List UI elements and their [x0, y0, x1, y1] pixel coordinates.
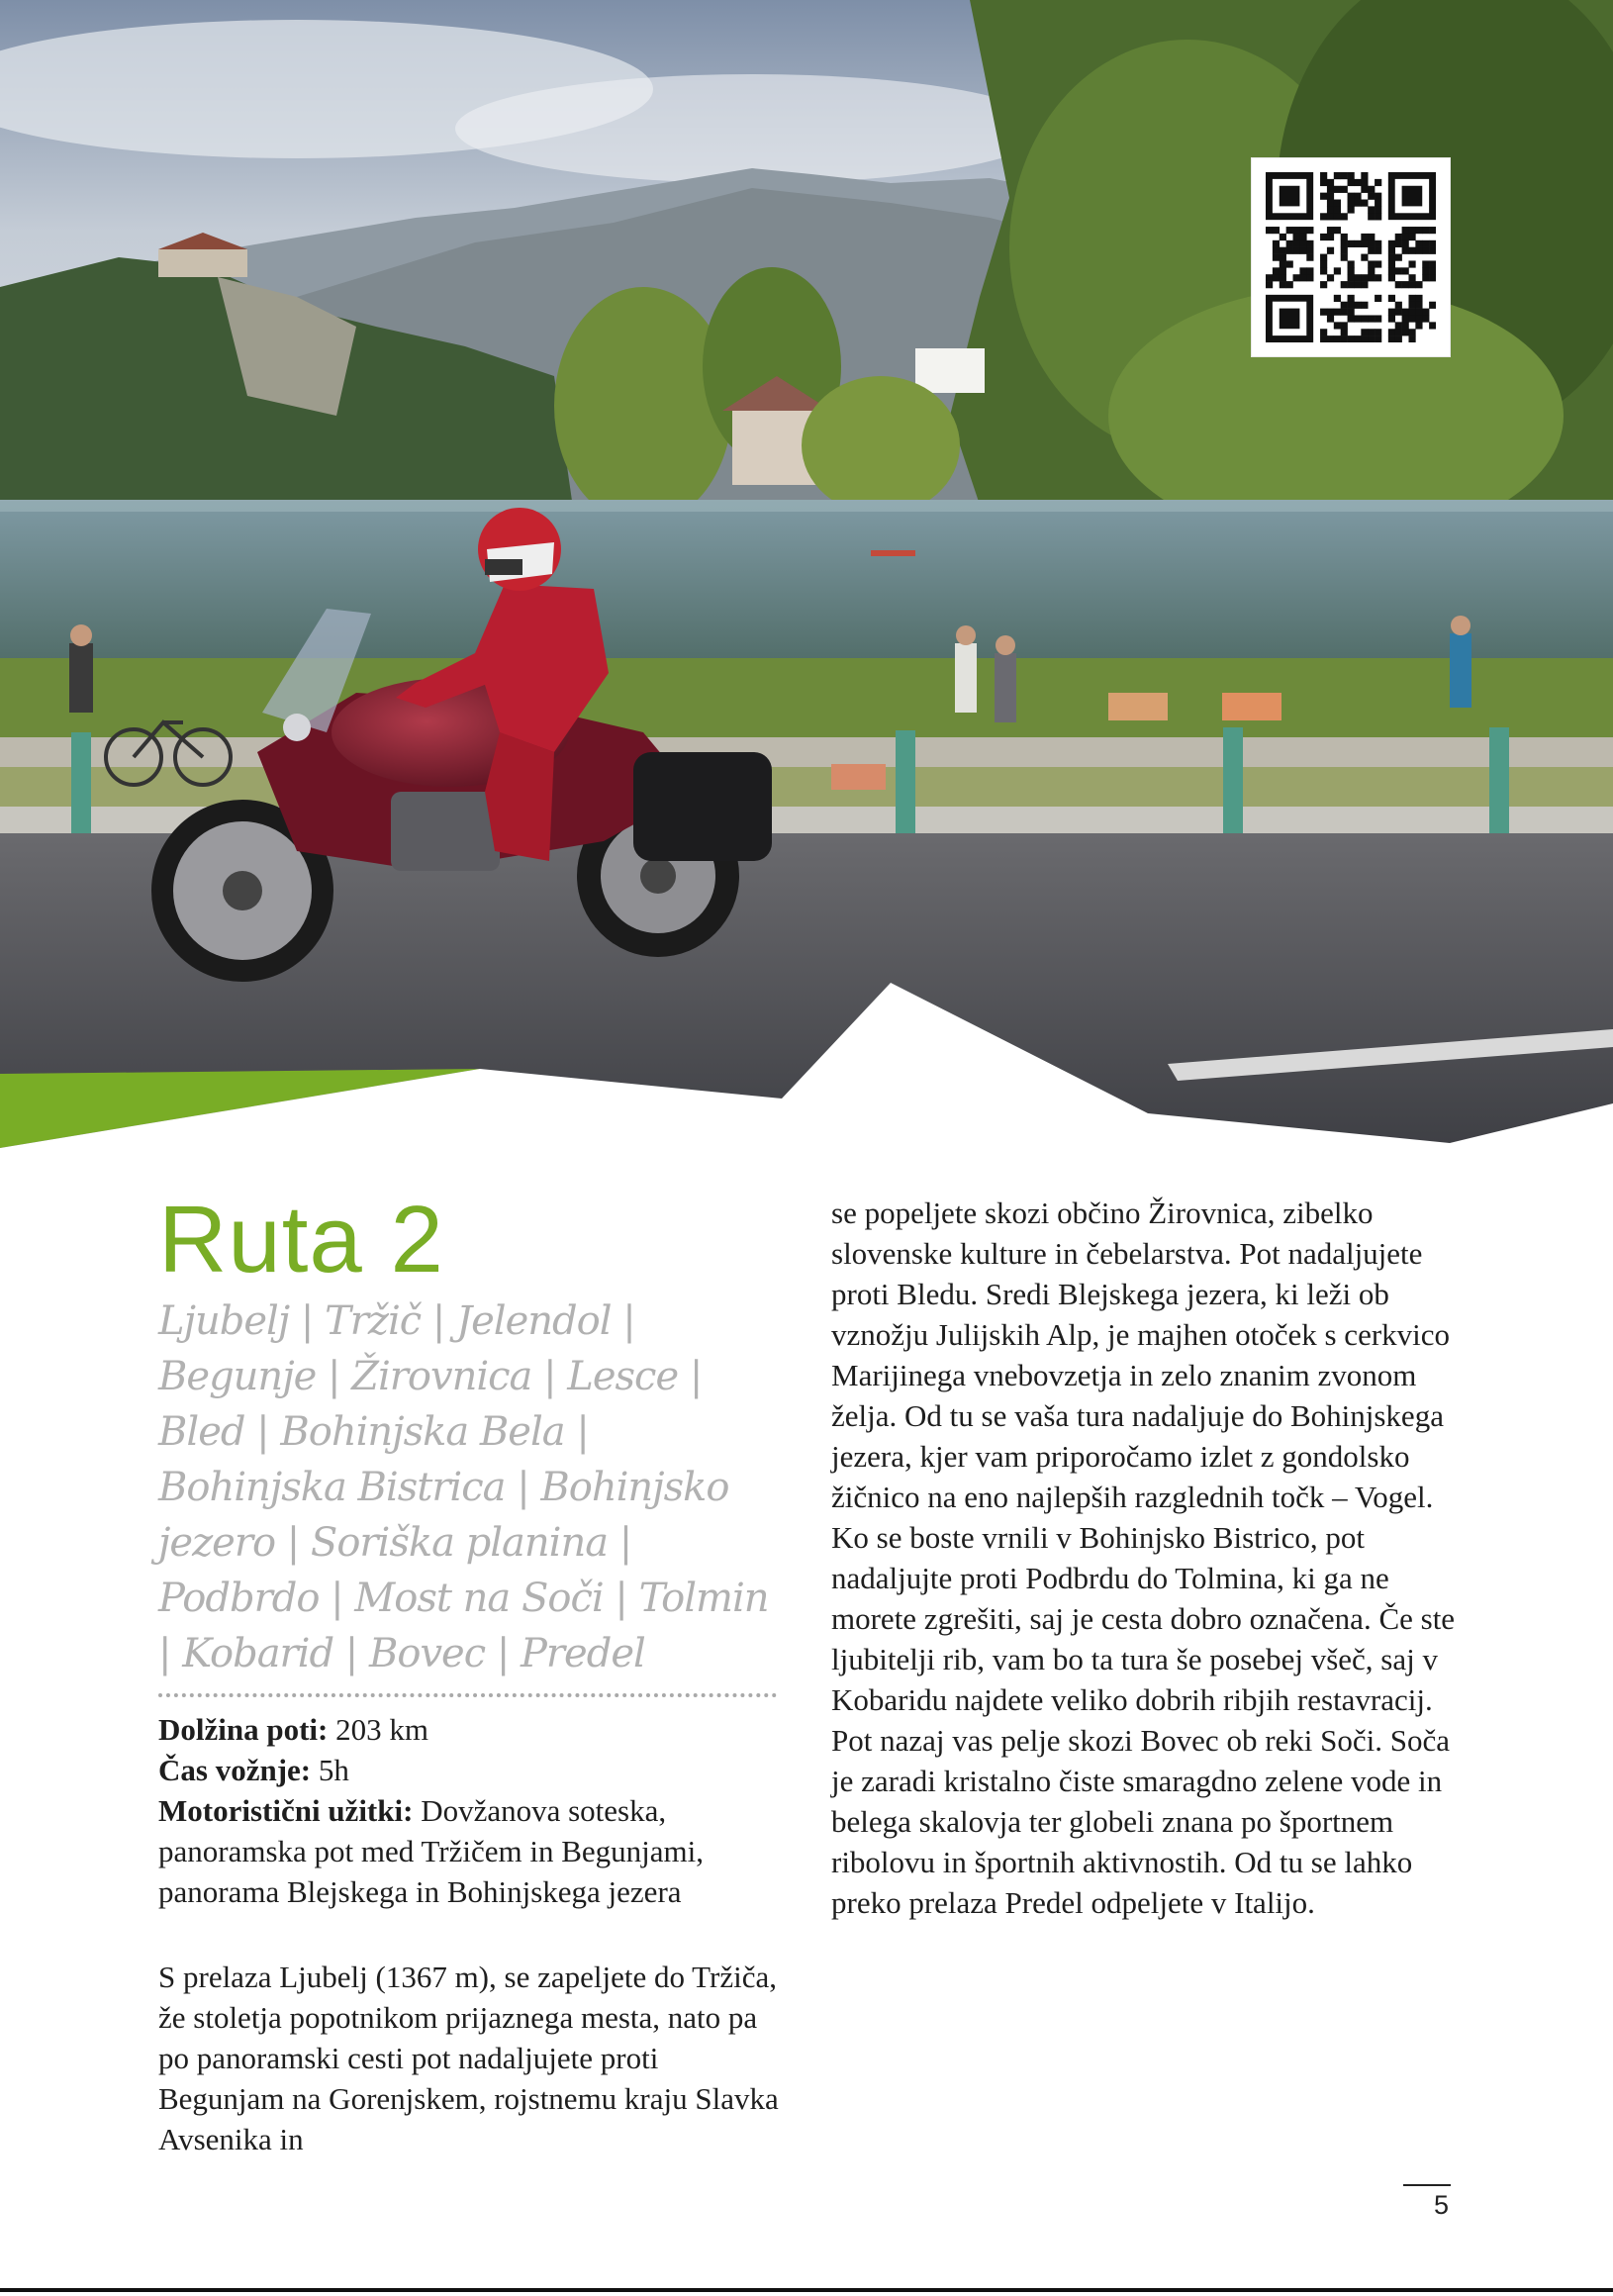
- bottom-border: [0, 2288, 1613, 2292]
- ride-time: [158, 1750, 782, 1790]
- page-number: 5: [1433, 2190, 1449, 2220]
- qr-code-icon[interactable]: [1252, 158, 1450, 356]
- ride-highlights-label: Motoristični užitki:: [158, 1793, 414, 1828]
- route-stops: Ljubelj | Tržič | Jelendol | Begunje | Žirovnica | Lesce | Bled | Bohinjska Bela | Bohinjska Bistrica | Bohinjsko jezero | Soriška planina | Podbrdo | Most na Soči | Tolmin | Kobarid | Bovec | Predel: [158, 1298, 769, 1676]
- left-column: [158, 1187, 782, 2159]
- body-continuation: se popeljete skozi občino Žirovnica, zibelko slovenske kulture in čebelarstva. Pot nadaljujete proti Bledu. Sredi Blejskega jezera, ki leži ob vznožju Julijskih Alp, je majhen otoček s cerkvico Marijinega vnebovzetja in zelo znanim zvonom želja. Od tu se vaša tura nadaljuje do Bohinjskega jezera, kjer vam priporočamo izlet z gondolsko žičnico na eno najlepših razglednih točk – Vogel. Ko se boste vrnili v Bohinjsko Bistrico, pot nadaljujte proti Podbrdu do Tolmina, ki ga ne morete zgrešiti, saj je cesta dobro označena. Če ste ljubitelji rib, vam bo ta tura še posebej všeč, saj v Kobaridu najdete veliko dobrih ribjih restavracij. Pot nazaj vas pelje skozi Bovec ob reki Soči. Soča je zaradi kristalno čiste smaragdno zelene vode in belega skalovja ter globeli znana po športnem ribolovu in športnih aktivnostih. Od tu se lahko preko prelaza Predel odpeljete v Italijo.: [831, 1196, 1456, 1920]
- route-length-label: Dolžina poti:: [158, 1712, 329, 1747]
- page-number-rule: [1403, 2184, 1451, 2186]
- ride-time-value: 5h: [311, 1753, 349, 1787]
- ride-highlights: [158, 1790, 782, 1912]
- dotted-divider: [158, 1693, 777, 1697]
- body-intro: S prelaza Ljubelj (1367 m), se zapeljete do Tržiča, že stoletja popotnikom prijaznega mesta, nato pa po panoramski cesti pot nadaljujete proti Begunjam na Gorenjskem, rojstnemu kraju Slavka Avsenika in: [158, 1960, 779, 2156]
- ride-highlights-value: Dovžanova soteska, panoramska pot med Tržičem in Begunjami, panorama Blejskega in Bohinjskega jezera: [158, 1793, 705, 1909]
- route-length: [158, 1709, 782, 1750]
- qr-code-graphic: [1266, 172, 1436, 342]
- right-column: [831, 1193, 1465, 1923]
- route-title: Ruta 2: [158, 1187, 444, 1292]
- ride-time-label: Čas vožnje:: [158, 1753, 312, 1787]
- route-length-value: 203 km: [328, 1712, 428, 1747]
